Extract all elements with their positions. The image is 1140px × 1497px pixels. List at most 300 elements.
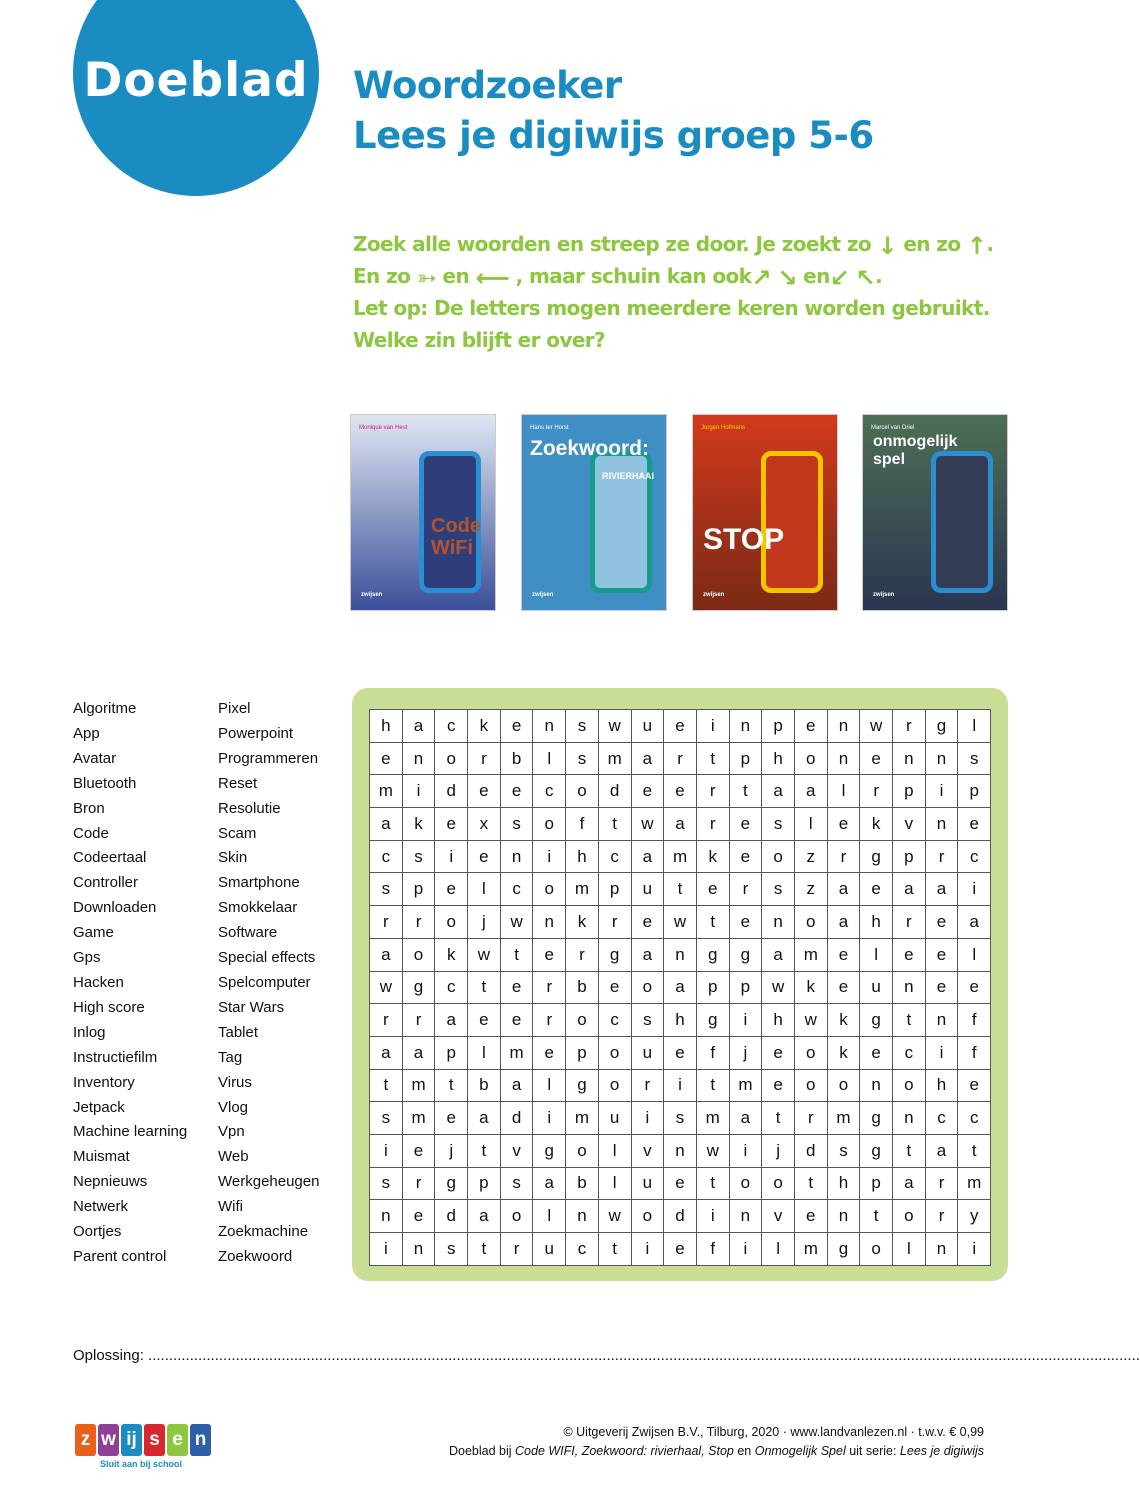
- grid-cell[interactable]: t: [860, 1200, 893, 1233]
- grid-cell[interactable]: l: [860, 938, 893, 971]
- grid-cell[interactable]: m: [729, 1069, 762, 1102]
- grid-cell[interactable]: t: [893, 1004, 926, 1037]
- solution-line[interactable]: [73, 1347, 1140, 1364]
- grid-cell[interactable]: s: [566, 742, 599, 775]
- grid-cell[interactable]: a: [762, 938, 795, 971]
- grid-cell[interactable]: l: [468, 873, 501, 906]
- grid-cell[interactable]: o: [435, 742, 468, 775]
- grid-cell[interactable]: r: [860, 775, 893, 808]
- grid-cell[interactable]: w: [631, 808, 664, 841]
- grid-cell[interactable]: e: [402, 1200, 435, 1233]
- grid-cell[interactable]: s: [370, 1102, 403, 1135]
- grid-cell[interactable]: c: [435, 971, 468, 1004]
- grid-cell[interactable]: j: [729, 1036, 762, 1069]
- grid-cell[interactable]: d: [500, 1102, 533, 1135]
- grid-cell[interactable]: r: [598, 906, 631, 939]
- grid-cell[interactable]: e: [468, 1004, 501, 1037]
- grid-cell[interactable]: e: [860, 873, 893, 906]
- grid-cell[interactable]: k: [566, 906, 599, 939]
- grid-cell[interactable]: i: [370, 1134, 403, 1167]
- grid-cell[interactable]: m: [664, 840, 697, 873]
- grid-cell[interactable]: a: [794, 775, 827, 808]
- grid-cell[interactable]: z: [794, 873, 827, 906]
- grid-cell[interactable]: s: [370, 873, 403, 906]
- grid-cell[interactable]: i: [664, 1069, 697, 1102]
- grid-cell[interactable]: z: [794, 840, 827, 873]
- grid-cell[interactable]: r: [533, 1004, 566, 1037]
- grid-cell[interactable]: t: [370, 1069, 403, 1102]
- grid-cell[interactable]: p: [468, 1167, 501, 1200]
- grid-cell[interactable]: a: [402, 710, 435, 743]
- grid-cell[interactable]: o: [631, 1200, 664, 1233]
- grid-cell[interactable]: n: [533, 710, 566, 743]
- grid-cell[interactable]: o: [598, 1036, 631, 1069]
- grid-cell[interactable]: r: [696, 775, 729, 808]
- grid-cell[interactable]: m: [402, 1069, 435, 1102]
- grid-cell[interactable]: i: [696, 1200, 729, 1233]
- grid-cell[interactable]: e: [402, 1134, 435, 1167]
- grid-cell[interactable]: w: [598, 1200, 631, 1233]
- grid-cell[interactable]: r: [893, 906, 926, 939]
- grid-cell[interactable]: f: [696, 1233, 729, 1266]
- grid-cell[interactable]: p: [696, 971, 729, 1004]
- grid-cell[interactable]: o: [566, 1004, 599, 1037]
- grid-cell[interactable]: p: [729, 971, 762, 1004]
- grid-cell[interactable]: p: [566, 1036, 599, 1069]
- grid-cell[interactable]: a: [402, 1036, 435, 1069]
- grid-cell[interactable]: s: [664, 1102, 697, 1135]
- grid-cell[interactable]: n: [925, 742, 958, 775]
- grid-cell[interactable]: d: [598, 775, 631, 808]
- grid-cell[interactable]: u: [631, 710, 664, 743]
- grid-cell[interactable]: h: [762, 1004, 795, 1037]
- grid-cell[interactable]: m: [500, 1036, 533, 1069]
- grid-cell[interactable]: e: [533, 938, 566, 971]
- grid-cell[interactable]: n: [925, 1233, 958, 1266]
- grid-cell[interactable]: p: [958, 775, 991, 808]
- grid-cell[interactable]: d: [794, 1134, 827, 1167]
- grid-cell[interactable]: n: [762, 906, 795, 939]
- grid-cell[interactable]: m: [566, 1102, 599, 1135]
- grid-cell[interactable]: k: [827, 1036, 860, 1069]
- grid-cell[interactable]: c: [958, 840, 991, 873]
- grid-cell[interactable]: r: [370, 906, 403, 939]
- grid-cell[interactable]: t: [696, 742, 729, 775]
- grid-cell[interactable]: n: [827, 742, 860, 775]
- grid-cell[interactable]: s: [370, 1167, 403, 1200]
- grid-cell[interactable]: b: [468, 1069, 501, 1102]
- grid-cell[interactable]: g: [696, 1004, 729, 1037]
- grid-cell[interactable]: e: [696, 873, 729, 906]
- grid-cell[interactable]: r: [468, 742, 501, 775]
- grid-cell[interactable]: s: [566, 710, 599, 743]
- grid-cell[interactable]: e: [664, 1233, 697, 1266]
- grid-cell[interactable]: a: [893, 873, 926, 906]
- grid-cell[interactable]: a: [893, 1167, 926, 1200]
- grid-cell[interactable]: o: [762, 1167, 795, 1200]
- grid-cell[interactable]: g: [729, 938, 762, 971]
- grid-cell[interactable]: u: [631, 1167, 664, 1200]
- grid-cell[interactable]: i: [729, 1233, 762, 1266]
- grid-cell[interactable]: r: [533, 971, 566, 1004]
- grid-cell[interactable]: b: [500, 742, 533, 775]
- grid-cell[interactable]: a: [729, 1102, 762, 1135]
- grid-cell[interactable]: w: [696, 1134, 729, 1167]
- grid-cell[interactable]: o: [631, 971, 664, 1004]
- grid-cell[interactable]: e: [794, 710, 827, 743]
- grid-cell[interactable]: p: [893, 775, 926, 808]
- grid-cell[interactable]: g: [860, 1004, 893, 1037]
- grid-cell[interactable]: n: [500, 840, 533, 873]
- grid-cell[interactable]: h: [827, 1167, 860, 1200]
- grid-cell[interactable]: a: [762, 775, 795, 808]
- grid-cell[interactable]: t: [794, 1167, 827, 1200]
- grid-cell[interactable]: c: [893, 1036, 926, 1069]
- grid-cell[interactable]: p: [893, 840, 926, 873]
- grid-cell[interactable]: e: [958, 808, 991, 841]
- grid-cell[interactable]: a: [533, 1167, 566, 1200]
- grid-cell[interactable]: e: [435, 873, 468, 906]
- grid-cell[interactable]: n: [664, 938, 697, 971]
- grid-cell[interactable]: n: [893, 1102, 926, 1135]
- grid-cell[interactable]: w: [598, 710, 631, 743]
- grid-cell[interactable]: r: [402, 906, 435, 939]
- grid-cell[interactable]: o: [794, 1069, 827, 1102]
- grid-cell[interactable]: n: [925, 808, 958, 841]
- grid-cell[interactable]: j: [435, 1134, 468, 1167]
- grid-cell[interactable]: m: [794, 938, 827, 971]
- grid-cell[interactable]: w: [664, 906, 697, 939]
- grid-cell[interactable]: n: [827, 1200, 860, 1233]
- grid-cell[interactable]: a: [925, 873, 958, 906]
- grid-cell[interactable]: v: [893, 808, 926, 841]
- grid-cell[interactable]: s: [762, 873, 795, 906]
- grid-cell[interactable]: d: [435, 1200, 468, 1233]
- grid-cell[interactable]: n: [893, 971, 926, 1004]
- grid-cell[interactable]: k: [860, 808, 893, 841]
- grid-cell[interactable]: a: [370, 938, 403, 971]
- grid-cell[interactable]: g: [566, 1069, 599, 1102]
- grid-cell[interactable]: t: [664, 873, 697, 906]
- grid-cell[interactable]: g: [533, 1134, 566, 1167]
- grid-cell[interactable]: c: [500, 873, 533, 906]
- grid-cell[interactable]: w: [500, 906, 533, 939]
- grid-cell[interactable]: p: [598, 873, 631, 906]
- grid-cell[interactable]: i: [533, 1102, 566, 1135]
- grid-cell[interactable]: a: [468, 1102, 501, 1135]
- grid-cell[interactable]: p: [762, 710, 795, 743]
- grid-cell[interactable]: g: [860, 840, 893, 873]
- grid-cell[interactable]: r: [827, 840, 860, 873]
- grid-cell[interactable]: g: [598, 938, 631, 971]
- grid-cell[interactable]: r: [794, 1102, 827, 1135]
- grid-cell[interactable]: r: [402, 1167, 435, 1200]
- grid-cell[interactable]: s: [500, 1167, 533, 1200]
- grid-cell[interactable]: e: [500, 971, 533, 1004]
- grid-cell[interactable]: r: [631, 1069, 664, 1102]
- grid-cell[interactable]: e: [631, 906, 664, 939]
- grid-cell[interactable]: l: [533, 1069, 566, 1102]
- grid-cell[interactable]: e: [664, 710, 697, 743]
- grid-cell[interactable]: p: [402, 873, 435, 906]
- grid-cell[interactable]: e: [435, 808, 468, 841]
- grid-cell[interactable]: p: [860, 1167, 893, 1200]
- grid-cell[interactable]: n: [533, 906, 566, 939]
- grid-cell[interactable]: e: [729, 840, 762, 873]
- grid-cell[interactable]: a: [827, 873, 860, 906]
- grid-cell[interactable]: e: [500, 775, 533, 808]
- grid-cell[interactable]: o: [893, 1200, 926, 1233]
- grid-cell[interactable]: o: [893, 1069, 926, 1102]
- grid-cell[interactable]: c: [533, 775, 566, 808]
- grid-cell[interactable]: w: [860, 710, 893, 743]
- grid-cell[interactable]: g: [696, 938, 729, 971]
- grid-cell[interactable]: i: [402, 775, 435, 808]
- grid-cell[interactable]: e: [631, 775, 664, 808]
- grid-cell[interactable]: i: [729, 1004, 762, 1037]
- grid-cell[interactable]: e: [827, 808, 860, 841]
- grid-cell[interactable]: g: [860, 1134, 893, 1167]
- grid-cell[interactable]: i: [533, 840, 566, 873]
- grid-cell[interactable]: o: [794, 742, 827, 775]
- grid-cell[interactable]: a: [925, 1134, 958, 1167]
- grid-cell[interactable]: o: [860, 1233, 893, 1266]
- grid-cell[interactable]: r: [566, 938, 599, 971]
- grid-cell[interactable]: e: [370, 742, 403, 775]
- grid-cell[interactable]: b: [566, 1167, 599, 1200]
- grid-cell[interactable]: l: [468, 1036, 501, 1069]
- grid-cell[interactable]: l: [893, 1233, 926, 1266]
- grid-cell[interactable]: s: [762, 808, 795, 841]
- grid-cell[interactable]: u: [598, 1102, 631, 1135]
- grid-cell[interactable]: t: [696, 1167, 729, 1200]
- grid-cell[interactable]: e: [729, 808, 762, 841]
- grid-cell[interactable]: k: [696, 840, 729, 873]
- grid-cell[interactable]: r: [925, 1200, 958, 1233]
- grid-cell[interactable]: e: [827, 938, 860, 971]
- grid-cell[interactable]: t: [696, 906, 729, 939]
- grid-cell[interactable]: c: [598, 840, 631, 873]
- grid-cell[interactable]: g: [860, 1102, 893, 1135]
- grid-cell[interactable]: n: [893, 742, 926, 775]
- grid-cell[interactable]: m: [370, 775, 403, 808]
- grid-cell[interactable]: j: [468, 906, 501, 939]
- grid-cell[interactable]: a: [664, 971, 697, 1004]
- grid-cell[interactable]: g: [402, 971, 435, 1004]
- grid-cell[interactable]: t: [762, 1102, 795, 1135]
- grid-cell[interactable]: h: [762, 742, 795, 775]
- grid-cell[interactable]: r: [729, 873, 762, 906]
- grid-cell[interactable]: n: [827, 710, 860, 743]
- grid-cell[interactable]: n: [860, 1069, 893, 1102]
- grid-cell[interactable]: o: [762, 840, 795, 873]
- grid-cell[interactable]: r: [370, 1004, 403, 1037]
- grid-cell[interactable]: c: [598, 1004, 631, 1037]
- grid-cell[interactable]: o: [794, 906, 827, 939]
- grid-cell[interactable]: u: [631, 1036, 664, 1069]
- grid-cell[interactable]: l: [598, 1134, 631, 1167]
- grid-cell[interactable]: f: [958, 1004, 991, 1037]
- grid-cell[interactable]: r: [925, 840, 958, 873]
- grid-cell[interactable]: e: [925, 971, 958, 1004]
- grid-cell[interactable]: m: [696, 1102, 729, 1135]
- grid-cell[interactable]: f: [958, 1036, 991, 1069]
- grid-cell[interactable]: a: [370, 808, 403, 841]
- grid-cell[interactable]: a: [958, 906, 991, 939]
- grid-cell[interactable]: e: [925, 938, 958, 971]
- grid-cell[interactable]: t: [435, 1069, 468, 1102]
- grid-cell[interactable]: m: [402, 1102, 435, 1135]
- grid-cell[interactable]: f: [566, 808, 599, 841]
- grid-cell[interactable]: e: [435, 1102, 468, 1135]
- grid-cell[interactable]: o: [402, 938, 435, 971]
- grid-cell[interactable]: e: [860, 742, 893, 775]
- grid-cell[interactable]: n: [729, 710, 762, 743]
- grid-cell[interactable]: t: [729, 775, 762, 808]
- grid-cell[interactable]: e: [468, 775, 501, 808]
- grid-cell[interactable]: c: [435, 710, 468, 743]
- grid-cell[interactable]: e: [762, 1036, 795, 1069]
- grid-cell[interactable]: f: [696, 1036, 729, 1069]
- grid-cell[interactable]: d: [664, 1200, 697, 1233]
- grid-cell[interactable]: i: [958, 873, 991, 906]
- grid-cell[interactable]: e: [958, 1069, 991, 1102]
- grid-cell[interactable]: a: [468, 1200, 501, 1233]
- grid-cell[interactable]: m: [598, 742, 631, 775]
- grid-cell[interactable]: n: [729, 1200, 762, 1233]
- grid-cell[interactable]: e: [827, 971, 860, 1004]
- grid-cell[interactable]: e: [860, 1036, 893, 1069]
- grid-cell[interactable]: s: [500, 808, 533, 841]
- grid-cell[interactable]: r: [402, 1004, 435, 1037]
- grid-cell[interactable]: g: [435, 1167, 468, 1200]
- grid-cell[interactable]: c: [958, 1102, 991, 1135]
- grid-cell[interactable]: r: [664, 742, 697, 775]
- grid-cell[interactable]: o: [566, 1134, 599, 1167]
- grid-cell[interactable]: e: [664, 1036, 697, 1069]
- grid-cell[interactable]: v: [762, 1200, 795, 1233]
- grid-cell[interactable]: i: [631, 1233, 664, 1266]
- grid-cell[interactable]: h: [925, 1069, 958, 1102]
- grid-cell[interactable]: a: [827, 906, 860, 939]
- grid-cell[interactable]: l: [958, 938, 991, 971]
- grid-cell[interactable]: n: [402, 742, 435, 775]
- grid-cell[interactable]: x: [468, 808, 501, 841]
- grid-cell[interactable]: t: [893, 1134, 926, 1167]
- grid-cell[interactable]: l: [958, 710, 991, 743]
- grid-cell[interactable]: s: [958, 742, 991, 775]
- grid-cell[interactable]: a: [500, 1069, 533, 1102]
- grid-cell[interactable]: g: [925, 710, 958, 743]
- grid-cell[interactable]: t: [958, 1134, 991, 1167]
- grid-cell[interactable]: t: [598, 808, 631, 841]
- grid-cell[interactable]: i: [925, 1036, 958, 1069]
- grid-cell[interactable]: a: [631, 938, 664, 971]
- grid-cell[interactable]: n: [925, 1004, 958, 1037]
- grid-cell[interactable]: o: [794, 1036, 827, 1069]
- grid-cell[interactable]: w: [468, 938, 501, 971]
- grid-cell[interactable]: e: [958, 971, 991, 1004]
- grid-cell[interactable]: o: [729, 1167, 762, 1200]
- grid-cell[interactable]: e: [893, 938, 926, 971]
- grid-cell[interactable]: h: [370, 710, 403, 743]
- grid-cell[interactable]: g: [827, 1233, 860, 1266]
- grid-cell[interactable]: m: [794, 1233, 827, 1266]
- grid-cell[interactable]: k: [827, 1004, 860, 1037]
- grid-cell[interactable]: v: [631, 1134, 664, 1167]
- grid-cell[interactable]: c: [370, 840, 403, 873]
- grid-cell[interactable]: m: [827, 1102, 860, 1135]
- grid-cell[interactable]: e: [762, 1069, 795, 1102]
- grid-cell[interactable]: k: [794, 971, 827, 1004]
- grid-cell[interactable]: s: [631, 1004, 664, 1037]
- grid-cell[interactable]: w: [762, 971, 795, 1004]
- grid-cell[interactable]: l: [762, 1233, 795, 1266]
- grid-cell[interactable]: o: [500, 1200, 533, 1233]
- grid-cell[interactable]: r: [925, 1167, 958, 1200]
- grid-cell[interactable]: m: [566, 873, 599, 906]
- grid-cell[interactable]: t: [468, 1233, 501, 1266]
- grid-cell[interactable]: o: [533, 873, 566, 906]
- grid-cell[interactable]: r: [696, 808, 729, 841]
- grid-cell[interactable]: d: [435, 775, 468, 808]
- grid-cell[interactable]: e: [794, 1200, 827, 1233]
- grid-cell[interactable]: a: [664, 808, 697, 841]
- grid-cell[interactable]: t: [468, 1134, 501, 1167]
- grid-cell[interactable]: l: [533, 1200, 566, 1233]
- grid-cell[interactable]: a: [435, 1004, 468, 1037]
- grid-cell[interactable]: l: [598, 1167, 631, 1200]
- grid-cell[interactable]: a: [631, 742, 664, 775]
- grid-cell[interactable]: o: [566, 775, 599, 808]
- grid-cell[interactable]: i: [631, 1102, 664, 1135]
- grid-cell[interactable]: s: [435, 1233, 468, 1266]
- grid-cell[interactable]: e: [533, 1036, 566, 1069]
- grid-cell[interactable]: s: [402, 840, 435, 873]
- grid-cell[interactable]: t: [696, 1069, 729, 1102]
- grid-cell[interactable]: n: [402, 1233, 435, 1266]
- grid-cell[interactable]: l: [794, 808, 827, 841]
- grid-cell[interactable]: t: [598, 1233, 631, 1266]
- grid-cell[interactable]: o: [533, 808, 566, 841]
- grid-cell[interactable]: h: [664, 1004, 697, 1037]
- grid-cell[interactable]: h: [566, 840, 599, 873]
- grid-cell[interactable]: w: [794, 1004, 827, 1037]
- grid-cell[interactable]: u: [631, 873, 664, 906]
- grid-cell[interactable]: e: [468, 840, 501, 873]
- grid-cell[interactable]: i: [435, 840, 468, 873]
- grid-cell[interactable]: n: [566, 1200, 599, 1233]
- grid-cell[interactable]: c: [925, 1102, 958, 1135]
- grid-cell[interactable]: i: [696, 710, 729, 743]
- grid-cell[interactable]: i: [729, 1134, 762, 1167]
- grid-cell[interactable]: i: [370, 1233, 403, 1266]
- grid-cell[interactable]: e: [500, 1004, 533, 1037]
- grid-cell[interactable]: y: [958, 1200, 991, 1233]
- grid-cell[interactable]: b: [566, 971, 599, 1004]
- grid-cell[interactable]: l: [827, 775, 860, 808]
- grid-cell[interactable]: m: [958, 1167, 991, 1200]
- grid-cell[interactable]: h: [860, 906, 893, 939]
- grid-cell[interactable]: j: [762, 1134, 795, 1167]
- grid-cell[interactable]: e: [664, 1167, 697, 1200]
- grid-cell[interactable]: i: [958, 1233, 991, 1266]
- grid-cell[interactable]: a: [631, 840, 664, 873]
- grid-cell[interactable]: e: [598, 971, 631, 1004]
- grid-cell[interactable]: t: [500, 938, 533, 971]
- grid-cell[interactable]: v: [500, 1134, 533, 1167]
- grid-cell[interactable]: c: [566, 1233, 599, 1266]
